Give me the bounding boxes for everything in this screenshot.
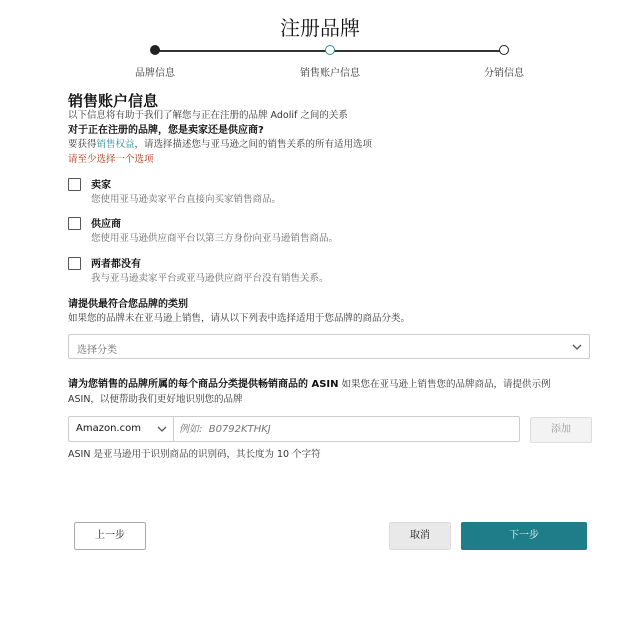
progress-stepper [0,0,640,80]
option-vendor[interactable] [68,215,468,245]
asin-label-bold: 请为您销售的品牌所属的每个商品分类提供畅销商品的 ASIN [68,379,339,390]
vendor-label: 供应商 [91,219,121,230]
asin-label-rest-1: 如果您在亚马逊上销售您的品牌商品，请提供示例 [341,379,551,390]
neither-label: 两者都没有 [91,259,141,270]
asin-input[interactable] [177,420,511,439]
asin-input-group [68,416,520,442]
step-2-dot [325,45,335,55]
hint-suffix: ，请选择描述您与亚马逊之间的销售关系的所有适用选项 [134,139,373,150]
step-1-dot [150,45,160,55]
add-asin-button[interactable]: 添加 [530,417,592,443]
seller-label: 卖家 [91,180,111,191]
back-button[interactable]: 上一步 [74,522,146,550]
seller-desc: 您使用亚马逊卖家平台直接向买家销售商品。 [91,194,282,205]
neither-checkbox[interactable] [68,257,81,270]
relationship-question: 对于正在注册的品牌，您是卖家还是供应商? [68,125,264,136]
asin-label [68,377,608,407]
cancel-button[interactable]: 取消 [389,522,451,550]
vendor-checkbox[interactable] [68,217,81,230]
asin-note: ASIN 是亚马逊用于识别商品的识别码，其长度为 10 个字符 [68,449,321,460]
page-title: 注册品牌 [280,16,360,40]
relationship-hint [68,136,372,150]
marketplace-select[interactable] [69,417,174,441]
option-neither[interactable] [68,255,468,285]
neither-desc: 我与亚马逊卖家平台或亚马逊供应商平台没有销售关系。 [91,273,329,284]
seller-checkbox[interactable] [68,178,81,191]
marketplace-value: Amazon.com [76,423,141,434]
section-heading: 销售账户信息 [68,92,159,110]
selling-rights-link[interactable]: 销售权益 [96,139,135,150]
category-help: 如果您的品牌未在亚马逊上销售，请从以下列表中选择适用于您品牌的商品分类。 [68,313,411,324]
chevron-down-icon [156,423,168,435]
hint-prefix: 要获得 [68,139,97,150]
step-1-label: 品牌信息 [135,68,175,79]
option-seller[interactable] [68,176,468,206]
validation-message: 请至少选择一个选项 [68,154,154,165]
category-select[interactable] [68,334,590,359]
asin-label-rest-2: ASIN，以便帮助我们更好地识别您的品牌 [68,394,243,405]
next-button[interactable]: 下一步 [461,522,587,550]
category-label: 请提供最符合您品牌的类别 [68,299,188,310]
chevron-down-icon [571,341,583,353]
category-placeholder: 选择分类 [77,345,117,356]
step-3-dot [499,45,509,55]
step-3-label: 分销信息 [484,68,524,79]
step-2-label: 销售账户信息 [300,68,360,79]
vendor-desc: 您使用亚马逊供应商平台以第三方身份向亚马逊销售商品。 [91,233,339,244]
section-intro: 以下信息将有助于我们了解您与正在注册的品牌 Adolif 之间的关系 [68,110,348,121]
